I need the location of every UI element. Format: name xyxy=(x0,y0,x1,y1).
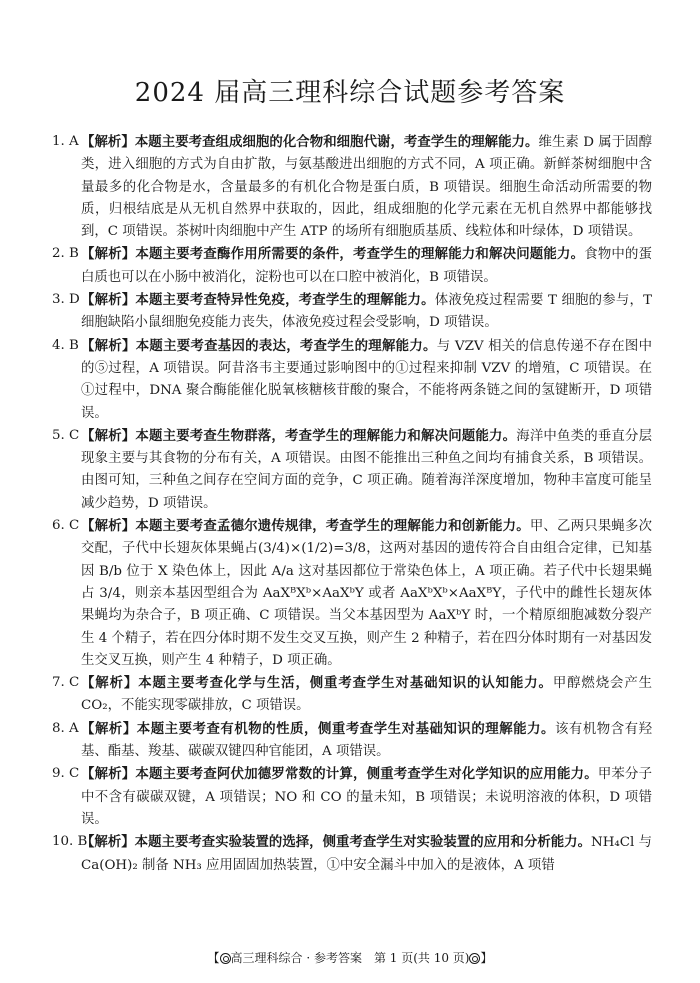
answer-lead: 【解析】本题主要考查特异性免疫，考查学生的理解能力。 xyxy=(81,292,435,309)
answer-item xyxy=(52,718,652,764)
answer-item xyxy=(52,763,652,831)
answer-body: 甲苯分子中不含有碳碳双键，A 项错误；NO 和 CO 的量未知，B 项错误；未说明溶液的体积，D 项错误。 xyxy=(81,767,653,827)
answer-lead: 【解析】本题主要考查孟德尔遗传规律，考查学生的理解能力和创新能力。 xyxy=(81,518,530,535)
answer-number: 10. B xyxy=(52,834,88,850)
answer-body: 该有机物含有羟基、酯基、羧基、碳碳双键四种官能团，A 项错误。 xyxy=(81,721,653,760)
answer-body: 食物中的蛋白质也可以在小肠中被消化，淀粉也可以在口腔中被消化，B 项错误。 xyxy=(81,247,653,285)
answer-lead: 【解析】本题主要考查有机物的性质，侧重考查学生对基础知识的理解能力。 xyxy=(81,720,555,737)
answer-number: 2. B xyxy=(52,246,79,262)
answer-number: 7. C xyxy=(52,675,80,691)
answer-lead: 【解析】本题主要考查生物群落，考查学生的理解能力和解决问题能力。 xyxy=(81,427,517,444)
answer-item xyxy=(52,425,652,515)
answer-body: 甲醇燃烧会产生 CO₂，不能实现零碳排放，C 项错误。 xyxy=(81,676,653,714)
answer-item xyxy=(52,289,652,335)
page-footer xyxy=(0,949,700,966)
answer-lead: 【解析】本题主要考查实验装置的选择，侧重考查学生对实验装置的应用和分析能力。 xyxy=(81,834,592,851)
answer-lead: 【解析】本题主要考查化学与生活，侧重考查学生对基础知识的认知能力。 xyxy=(81,675,553,692)
answer-number: 5. C xyxy=(52,427,80,443)
answer-body: 甲、乙两只果蝇多次交配，子代中长翅灰体果蝇占(3/4)×(1/2)=3/8，这两对基因的遗传符合自由组合定律，已知基因 B/b 位于 X 染色体上，因此 A/a 这对基因都位于常染色体上，A 项正确。若子代中长翅果蝇占 3/4，则亲本基因型组合为 AaXᴮXᵇ×AaXᵇY 或者 AaXᵇXᵇ×AaXᴮY，子代中的雌性长翅灰体果蝇均为杂合子，B 项正确、C 项错误。当父本基因型为 AaXᵇY 时，一个精原细胞减数分裂产生 4 个精子，若在四分体时期不发生交叉互换，则产生 2 种精子，若在四分体时期有一对基因发生交叉互换，则产生 4 种精子，D 项正确。 xyxy=(81,519,653,668)
page-title: 2024 届高三理科综合试题参考答案 xyxy=(134,78,566,108)
answer-lead: 【解析】本题主要考查组成细胞的化合物和细胞代谢，考查学生的理解能力。 xyxy=(81,134,539,150)
answer-item xyxy=(52,672,652,718)
answer-item xyxy=(52,335,652,425)
answer-item xyxy=(52,831,652,877)
logo-icon xyxy=(469,953,480,964)
answer-body: 维生素 D 属于固醇类，进入细胞的方式为自由扩散，与氨基酸进出细胞的方式不同，A 项正确。新鲜茶树细胞中含量最多的化合物是水，含量最多的有机化合物是蛋白质，B 项错误。细胞生命活动所需要的物质，归根结底是从无机自然界中获取的，因此，组成细胞的化学元素在无机自然界中都能够找到，C 项错误。茶树叶肉细胞中产生 ATP 的场所有细胞质基质、线粒体和叶绿体，D 项错误。 xyxy=(81,135,653,240)
answer-lead: 【解析】本题主要考查酶作用所需要的条件，考查学生的理解能力和解决问题能力。 xyxy=(81,246,585,263)
answer-body: 海洋中鱼类的垂直分层现象主要与其食物的分布有关，A 项错误。由图不能推出三种鱼之间均有捕食关系，B 项错误。由图可知，三种鱼之间存在空间方面的竞争，C 项正确。随着海洋深度增加，物种丰富度可能呈减少趋势，D 项错误。 xyxy=(81,428,653,511)
answer-body: 与 VZV 相关的信息传递不存在图中的⑤过程，A 项错误。阿昔洛韦主要通过影响图中的①过程来抑制 VZV 的增殖，C 项错误。在①过程中，DNA 聚合酶能催化脱氧核糖核苷酸的聚合，不能将两条链之间的氢键断开，D 项错误。 xyxy=(81,338,652,421)
answer-number: 9. C xyxy=(52,766,80,782)
answer-item xyxy=(52,515,652,672)
footer-text: 高三理科综合 · 参考答案 第 1 页(共 10 页) xyxy=(230,951,470,965)
answer-item xyxy=(52,243,652,289)
answer-list xyxy=(52,131,652,877)
answer-number: 6. C xyxy=(52,518,80,534)
answer-number: 8. A xyxy=(52,720,79,736)
answer-number: 3. D xyxy=(52,292,80,308)
answer-number: 1. A xyxy=(52,134,79,149)
answer-body: 体液免疫过程需要 T 细胞的参与，T 细胞缺陷小鼠细胞免疫能力丧失，体液免疫过程会受影响，D 项错误。 xyxy=(81,293,653,331)
answer-lead: 【解析】本题主要考查基因的表达，考查学生的理解能力。 xyxy=(81,337,437,354)
answer-body: NH₄Cl 与 Ca(OH)₂ 制备 NH₃ 应用固固加热装置，①中安全漏斗中加入的是液体，A 项错 xyxy=(81,835,652,873)
answer-lead: 【解析】本题主要考查阿伏加德罗常数的计算，侧重考查学生对化学知识的应用能力。 xyxy=(81,766,598,783)
logo-icon xyxy=(220,953,231,964)
footer-bracket-open: 【 xyxy=(207,951,220,965)
answer-item xyxy=(52,131,652,243)
answer-number: 4. B xyxy=(52,337,79,353)
footer-bracket-close: 】 xyxy=(480,951,493,965)
